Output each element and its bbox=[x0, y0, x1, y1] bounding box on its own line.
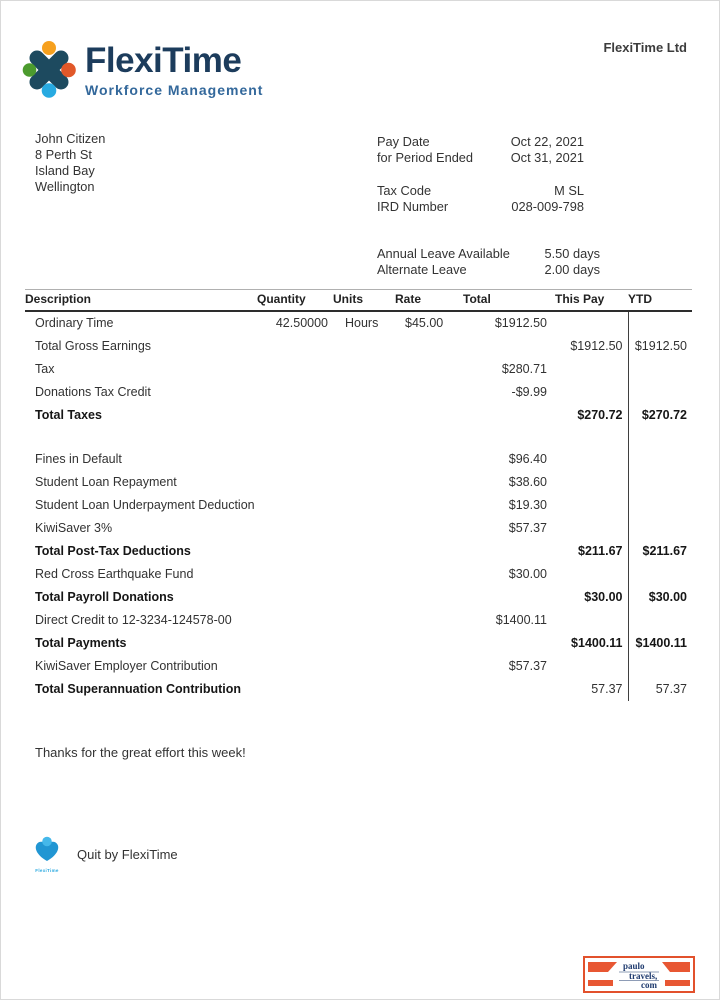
watermark-line-1: paulo bbox=[623, 961, 645, 971]
cell-total bbox=[463, 540, 555, 563]
cell-this-pay: 57.37 bbox=[591, 682, 623, 696]
cell-this-pay bbox=[555, 655, 628, 678]
table-row bbox=[25, 448, 692, 471]
cell-description: Red Cross Earthquake Fund bbox=[35, 567, 194, 581]
table-spacer-row bbox=[25, 427, 692, 448]
thanks-message: Thanks for the great effort this week! bbox=[35, 745, 246, 760]
cell-rate bbox=[395, 586, 463, 609]
cell-rate bbox=[395, 540, 463, 563]
header-units: Units bbox=[333, 290, 395, 312]
cell-description: Ordinary Time bbox=[35, 316, 114, 330]
cell-rate bbox=[395, 381, 463, 404]
cell-quantity bbox=[257, 563, 333, 586]
cell-quantity bbox=[257, 404, 333, 427]
cell-this-pay: $1912.50 bbox=[570, 339, 623, 353]
cell-this-pay bbox=[555, 609, 628, 632]
cell-units bbox=[333, 427, 395, 448]
cell-this-pay bbox=[555, 517, 628, 540]
watermark-line-3: com bbox=[641, 980, 657, 990]
cell-description: Student Loan Underpayment Deduction bbox=[35, 498, 255, 512]
brand-logo bbox=[22, 40, 263, 103]
cell-description: Total Superannuation Contribution bbox=[35, 682, 241, 696]
cell-this-pay: $1400.11 bbox=[571, 636, 623, 650]
cell-rate bbox=[395, 494, 463, 517]
employee-address-block bbox=[35, 131, 105, 195]
cell-ytd: 57.37 bbox=[628, 678, 692, 701]
table-row bbox=[25, 655, 692, 678]
header-this-pay: This Pay bbox=[555, 290, 628, 312]
cell-ytd bbox=[628, 358, 692, 381]
cell-quantity bbox=[257, 358, 333, 381]
cell-rate bbox=[395, 427, 463, 448]
cell-quantity: 42.50000 bbox=[275, 316, 328, 330]
header-ytd: YTD bbox=[628, 290, 692, 312]
cell-this-pay bbox=[555, 358, 628, 381]
cell-this-pay bbox=[555, 448, 628, 471]
cell-this-pay: $30.00 bbox=[584, 590, 623, 604]
info-label: Tax Code bbox=[377, 183, 432, 198]
brand-name: FlexiTime bbox=[85, 41, 242, 80]
table-row bbox=[25, 335, 692, 358]
table-row bbox=[25, 678, 692, 701]
cell-units bbox=[333, 381, 395, 404]
tax-details-group bbox=[377, 183, 584, 215]
quit-by-flexitime bbox=[30, 836, 178, 873]
cell-rate bbox=[395, 471, 463, 494]
cell-units bbox=[333, 632, 395, 655]
header-total: Total bbox=[463, 290, 555, 312]
watermark-line-2: travels, bbox=[629, 971, 658, 981]
cell-quantity bbox=[257, 381, 333, 404]
cell-ytd: $30.00 bbox=[628, 586, 692, 609]
watermark-shape bbox=[588, 980, 613, 986]
cell-units bbox=[333, 517, 395, 540]
cell-total bbox=[463, 678, 555, 701]
cell-total bbox=[463, 404, 555, 427]
info-value: Oct 22, 2021 bbox=[510, 134, 584, 149]
cell-ytd bbox=[628, 427, 692, 448]
cell-ytd bbox=[628, 517, 692, 540]
brand-text bbox=[85, 40, 263, 98]
cell-units bbox=[333, 471, 395, 494]
cell-total: $57.37 bbox=[508, 521, 547, 535]
cell-quantity bbox=[257, 678, 333, 701]
info-label: IRD Number bbox=[377, 199, 449, 214]
header-rate: Rate bbox=[395, 290, 463, 312]
info-value: 5.50 days bbox=[544, 246, 600, 261]
cell-description: Total Taxes bbox=[35, 408, 102, 422]
cell-ytd bbox=[628, 448, 692, 471]
cell-description bbox=[25, 427, 257, 448]
cell-this-pay bbox=[555, 427, 628, 448]
info-value: Oct 31, 2021 bbox=[510, 150, 584, 165]
cell-description: Total Gross Earnings bbox=[35, 339, 152, 353]
cell-units bbox=[333, 358, 395, 381]
table-row bbox=[25, 311, 692, 335]
info-label: Alternate Leave bbox=[377, 262, 467, 277]
cell-ytd: $1912.50 bbox=[628, 335, 692, 358]
info-row bbox=[377, 134, 584, 150]
header-quantity: Quantity bbox=[257, 290, 333, 312]
cell-description: Tax bbox=[35, 362, 55, 376]
cell-rate bbox=[395, 632, 463, 655]
cell-quantity bbox=[257, 655, 333, 678]
address-line: Island Bay bbox=[35, 163, 95, 178]
cell-this-pay: $270.72 bbox=[577, 408, 623, 422]
quit-logo-wordmark: FlexiTime bbox=[35, 868, 59, 873]
cell-quantity bbox=[257, 427, 333, 448]
info-value: M SL bbox=[554, 183, 584, 198]
cell-units bbox=[333, 494, 395, 517]
cell-rate bbox=[395, 655, 463, 678]
header-description: Description bbox=[25, 290, 257, 312]
cell-quantity bbox=[257, 471, 333, 494]
cell-this-pay bbox=[555, 563, 628, 586]
info-row bbox=[377, 246, 600, 262]
cell-rate bbox=[395, 517, 463, 540]
cell-rate: $45.00 bbox=[405, 316, 444, 330]
company-name: FlexiTime Ltd bbox=[603, 40, 687, 55]
cell-description: Direct Credit to 12-3234-124578-00 bbox=[35, 613, 232, 627]
cell-total: $38.60 bbox=[508, 475, 547, 489]
cell-description: Total Post-Tax Deductions bbox=[35, 544, 191, 558]
table-row bbox=[25, 609, 692, 632]
cell-total: $1912.50 bbox=[494, 316, 547, 330]
cell-units bbox=[333, 540, 395, 563]
cell-this-pay bbox=[555, 381, 628, 404]
cell-rate bbox=[395, 448, 463, 471]
cell-ytd: $1400.11 bbox=[628, 632, 692, 655]
info-value: 028-009-798 bbox=[511, 199, 584, 214]
cell-description: Student Loan Repayment bbox=[35, 475, 177, 489]
leave-balances-block bbox=[377, 246, 600, 278]
cell-rate bbox=[395, 678, 463, 701]
cell-total bbox=[463, 427, 555, 448]
address-line: 8 Perth St bbox=[35, 147, 92, 162]
cell-total: $19.30 bbox=[508, 498, 547, 512]
cell-description: Fines in Default bbox=[35, 452, 122, 466]
cell-quantity bbox=[257, 335, 333, 358]
table-row bbox=[25, 517, 692, 540]
cell-rate bbox=[395, 335, 463, 358]
cell-description: Total Payments bbox=[35, 636, 127, 650]
info-row bbox=[377, 199, 584, 215]
cell-total: $96.40 bbox=[508, 452, 547, 466]
payslip-table-body bbox=[25, 311, 692, 701]
cell-units bbox=[333, 448, 395, 471]
cell-quantity bbox=[257, 609, 333, 632]
brand-tagline: Workforce Management bbox=[85, 82, 264, 98]
cell-ytd: $270.72 bbox=[628, 404, 692, 427]
cell-units bbox=[333, 655, 395, 678]
cell-units bbox=[333, 563, 395, 586]
flexitime-logo-icon bbox=[22, 40, 76, 103]
cell-rate bbox=[395, 563, 463, 586]
cell-description: Total Payroll Donations bbox=[35, 590, 174, 604]
cell-rate bbox=[395, 404, 463, 427]
cell-quantity bbox=[257, 586, 333, 609]
cell-this-pay: $211.67 bbox=[578, 544, 623, 558]
employee-name: John Citizen bbox=[35, 131, 106, 146]
cell-this-pay bbox=[555, 311, 628, 335]
cell-ytd bbox=[628, 381, 692, 404]
watermark-shape bbox=[665, 980, 690, 986]
pay-dates-group bbox=[377, 134, 584, 166]
quit-text: Quit by FlexiTime bbox=[77, 847, 178, 862]
cell-units bbox=[333, 335, 395, 358]
cell-ytd: $211.67 bbox=[628, 540, 692, 563]
pay-info-block bbox=[377, 134, 584, 215]
address-line: Wellington bbox=[35, 179, 95, 194]
paulo-travels-watermark bbox=[583, 956, 695, 998]
cell-total: $280.71 bbox=[501, 362, 547, 376]
cell-ytd bbox=[628, 471, 692, 494]
cell-ytd bbox=[628, 655, 692, 678]
cell-this-pay bbox=[555, 471, 628, 494]
info-label: for Period Ended bbox=[377, 150, 474, 165]
table-row bbox=[25, 358, 692, 381]
cell-quantity bbox=[257, 540, 333, 563]
cell-total bbox=[463, 335, 555, 358]
table-row bbox=[25, 540, 692, 563]
table-row bbox=[25, 471, 692, 494]
table-row bbox=[25, 632, 692, 655]
table-row bbox=[25, 404, 692, 427]
quit-flexitime-logo bbox=[30, 836, 64, 873]
cell-ytd bbox=[628, 494, 692, 517]
cell-description: KiwiSaver Employer Contribution bbox=[35, 659, 218, 673]
cell-this-pay bbox=[555, 494, 628, 517]
table-row bbox=[25, 586, 692, 609]
cell-quantity bbox=[257, 448, 333, 471]
cell-description: KiwiSaver 3% bbox=[35, 521, 113, 535]
table-row bbox=[25, 494, 692, 517]
table-row bbox=[25, 563, 692, 586]
quit-heart-icon bbox=[32, 836, 62, 867]
cell-ytd bbox=[628, 609, 692, 632]
cell-rate bbox=[395, 358, 463, 381]
cell-total: $1400.11 bbox=[495, 613, 547, 627]
info-value: 2.00 days bbox=[544, 262, 600, 277]
cell-units bbox=[333, 586, 395, 609]
cell-quantity bbox=[257, 517, 333, 540]
cell-units bbox=[333, 609, 395, 632]
cell-rate bbox=[395, 609, 463, 632]
cell-ytd bbox=[628, 563, 692, 586]
cell-description: Donations Tax Credit bbox=[35, 385, 151, 399]
cell-total bbox=[463, 632, 555, 655]
cell-quantity bbox=[257, 632, 333, 655]
cell-units bbox=[333, 404, 395, 427]
cell-ytd bbox=[628, 311, 692, 335]
cell-units bbox=[333, 678, 395, 701]
info-row bbox=[377, 262, 600, 278]
cell-units: Hours bbox=[345, 316, 379, 330]
cell-total: -$9.99 bbox=[511, 385, 547, 399]
payslip-table bbox=[25, 289, 692, 701]
info-row bbox=[377, 183, 584, 199]
cell-total bbox=[463, 586, 555, 609]
info-row bbox=[377, 150, 584, 166]
cell-total: $30.00 bbox=[508, 567, 547, 581]
table-header-row bbox=[25, 290, 692, 312]
info-label: Pay Date bbox=[377, 134, 430, 149]
table-row bbox=[25, 381, 692, 404]
cell-quantity bbox=[257, 494, 333, 517]
info-label: Annual Leave Available bbox=[377, 246, 510, 261]
cell-total: $57.37 bbox=[508, 659, 547, 673]
